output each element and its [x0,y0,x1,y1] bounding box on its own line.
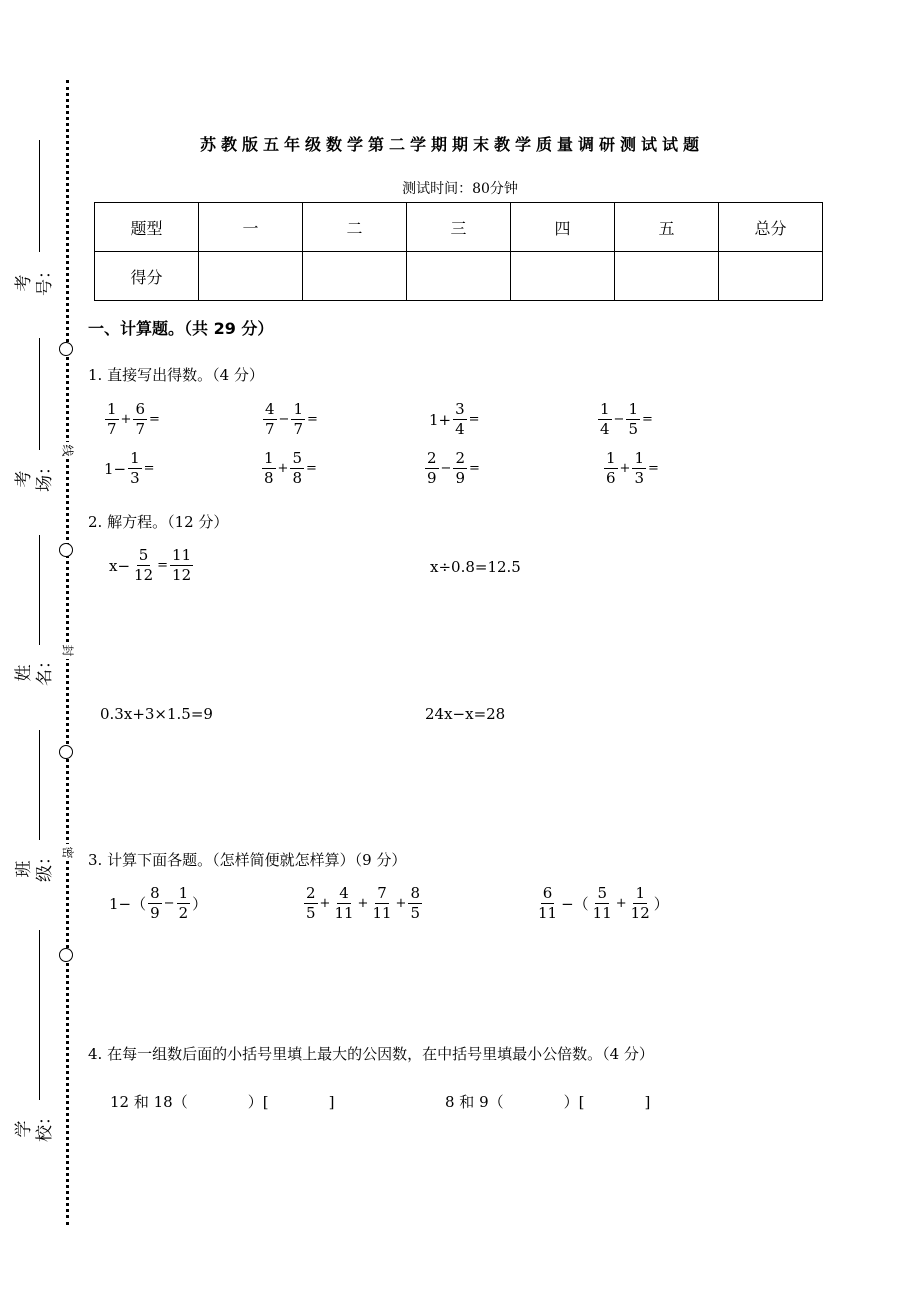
fraction [604,449,618,488]
numerator: 1 [635,884,645,902]
fraction [370,884,393,923]
seal-char-mi: 密 [60,844,76,861]
operator: + [395,896,407,911]
fraction [425,449,439,488]
numerator: 1 [178,884,189,902]
numerator: 7 [377,884,387,902]
operator: + [357,896,369,911]
denominator: 2 [178,904,189,922]
score-table-score-row [95,252,823,301]
equation-3: 0.3x+3×1.5=9 [100,705,213,723]
exam-number-label: 考号： [14,262,55,296]
fraction [170,546,193,585]
binding-hole [59,745,73,759]
numerator: 5 [597,884,607,902]
operator: = [307,412,318,427]
school-label: 学校： [14,1108,55,1142]
operator: + [619,461,631,476]
question-3-label: 3. 计算下面各题。（怎样简便就怎样算）（9 分） [88,851,407,869]
operator: = [648,461,659,476]
denominator: 7 [107,420,117,438]
denominator: 11 [538,904,558,922]
numerator: 5 [292,449,302,467]
expression-text: x− [109,556,131,575]
seal-char-feng: 封 [60,642,76,659]
denominator: 9 [150,904,160,922]
score-header-cell: 总分 [719,203,823,252]
operator: = [149,412,160,427]
binding-hole [59,948,73,962]
denominator: 6 [606,469,616,487]
fraction [290,449,304,488]
expression-text: 1−（ [109,895,147,913]
fraction [626,400,640,439]
numerator: 1 [264,449,274,467]
numerator: 4 [339,884,349,902]
operator: − [613,412,625,427]
score-header-cell: 五 [615,203,719,252]
q4-item-1[interactable]: 12 和 18（ ）[ ] [110,1093,335,1111]
q1-expression [428,400,481,439]
numerator: 1 [600,400,610,418]
numerator: 2 [427,449,437,467]
operator: + [615,896,627,911]
fraction [262,449,276,488]
numerator: 11 [172,546,192,564]
denominator: 11 [372,904,392,922]
fraction [263,400,277,439]
denominator: 8 [292,469,302,487]
q1-expression [104,400,161,439]
denominator: 8 [264,469,274,487]
question-4-label: 4. 在每一组数后面的小括号里填上最大的公因数，在中括号里填最小公倍数。（4 分） [88,1045,654,1063]
operator: − [278,412,290,427]
denominator: 9 [455,469,465,487]
score-header-cell: 一 [199,203,303,252]
fraction [332,884,355,923]
name-line[interactable] [39,535,40,645]
numerator: 1 [130,449,140,467]
fraction [291,400,305,439]
numerator: 6 [542,884,553,902]
fraction [105,400,119,439]
operator: = [469,461,480,476]
class-line[interactable] [39,730,40,840]
numerator: 8 [150,884,160,902]
fraction [128,449,142,488]
exam-room-label: 考场： [14,458,55,492]
numerator: 6 [135,400,145,418]
fraction [591,884,614,923]
q1-expression [424,449,481,488]
score-cell[interactable] [303,252,407,301]
operator: + [277,461,289,476]
denominator: 5 [628,420,638,438]
score-cell[interactable] [199,252,303,301]
fraction [133,400,147,439]
numerator: 1 [628,400,638,418]
section-1-title: 一、计算题。（共 29 分） [88,319,274,338]
q1-expression [103,449,156,488]
q1-expression [603,449,660,488]
test-duration: 测试时间：80分钟 [402,181,518,197]
equation-1 [108,546,194,585]
denominator: 12 [134,566,154,584]
seal-char-xian: 线 [60,442,76,459]
expression-text: −（ [561,895,589,913]
denominator: 5 [306,904,316,922]
fraction [132,546,155,585]
numerator: 5 [138,546,149,564]
operator: = [468,412,480,427]
score-cell[interactable] [615,252,719,301]
q1-expression [262,400,319,439]
fraction [453,449,467,488]
score-header-cell: 四 [511,203,615,252]
question-2-label: 2. 解方程。（12 分） [88,513,229,531]
denominator: 7 [293,420,303,438]
score-row-label: 得分 [95,252,199,301]
numerator: 1 [606,449,616,467]
fraction [453,400,467,439]
denominator: 11 [334,904,354,922]
fraction [408,884,422,923]
q1-expression [261,449,318,488]
score-header-cell: 三 [407,203,511,252]
operator: = [157,558,169,573]
operator: = [642,412,653,427]
denominator: 4 [455,420,465,438]
q4-item-2[interactable]: 8 和 9（ ）[ ] [445,1093,651,1111]
numerator: 8 [410,884,420,902]
question-1-label: 1. 直接写出得数。（4 分） [88,366,264,384]
denominator: 12 [630,904,650,922]
numerator: 1 [293,400,303,418]
q1-expression [597,400,654,439]
denominator: 11 [592,904,612,922]
score-cell[interactable] [511,252,615,301]
q3-expression [535,884,670,923]
denominator: 12 [172,566,192,584]
denominator: 3 [130,469,140,487]
operator: + [120,412,132,427]
fraction [629,884,652,923]
q3-expression [108,884,208,923]
equation-4: 24x−x=28 [425,705,506,723]
equation-2: x÷0.8=12.5 [430,558,521,576]
numerator: 2 [455,449,465,467]
denominator: 4 [600,420,610,438]
page-title: 苏教版五年级数学第二学期期末教学质量调研测试试题 [200,135,705,154]
class-label: 班级： [14,848,55,882]
binding-hole [59,342,73,356]
fraction [304,884,318,923]
fraction [598,400,612,439]
operator: + [319,896,331,911]
fraction [148,884,162,923]
operator: − [440,461,452,476]
operator: = [306,461,317,476]
denominator: 3 [634,469,644,487]
name-label: 姓名： [14,652,55,686]
denominator: 9 [427,469,437,487]
expression-text: 1+ [429,410,452,429]
numerator: 1 [634,449,644,467]
score-cell[interactable] [407,252,511,301]
denominator: 5 [410,904,420,922]
q3-expression [303,884,423,923]
denominator: 7 [135,420,145,438]
fraction [536,884,559,923]
expression-text: 1− [104,459,127,478]
score-cell[interactable] [719,252,823,301]
score-header-cell: 二 [303,203,407,252]
fraction [177,884,191,923]
fraction [632,449,646,488]
operator: − [163,896,175,911]
expression-text: ） [192,895,208,913]
denominator: 7 [265,420,275,438]
binding-hole [59,543,73,557]
numerator: 4 [265,400,275,418]
school-line[interactable] [39,930,40,1100]
exam-room-line[interactable] [39,338,40,450]
score-table [94,202,823,301]
numerator: 3 [455,400,465,418]
expression-text: ） [653,895,669,913]
numerator: 1 [107,400,117,418]
numerator: 2 [306,884,316,902]
operator: = [143,461,155,476]
score-header-cell: 题型 [95,203,199,252]
score-table-header-row [95,203,823,252]
